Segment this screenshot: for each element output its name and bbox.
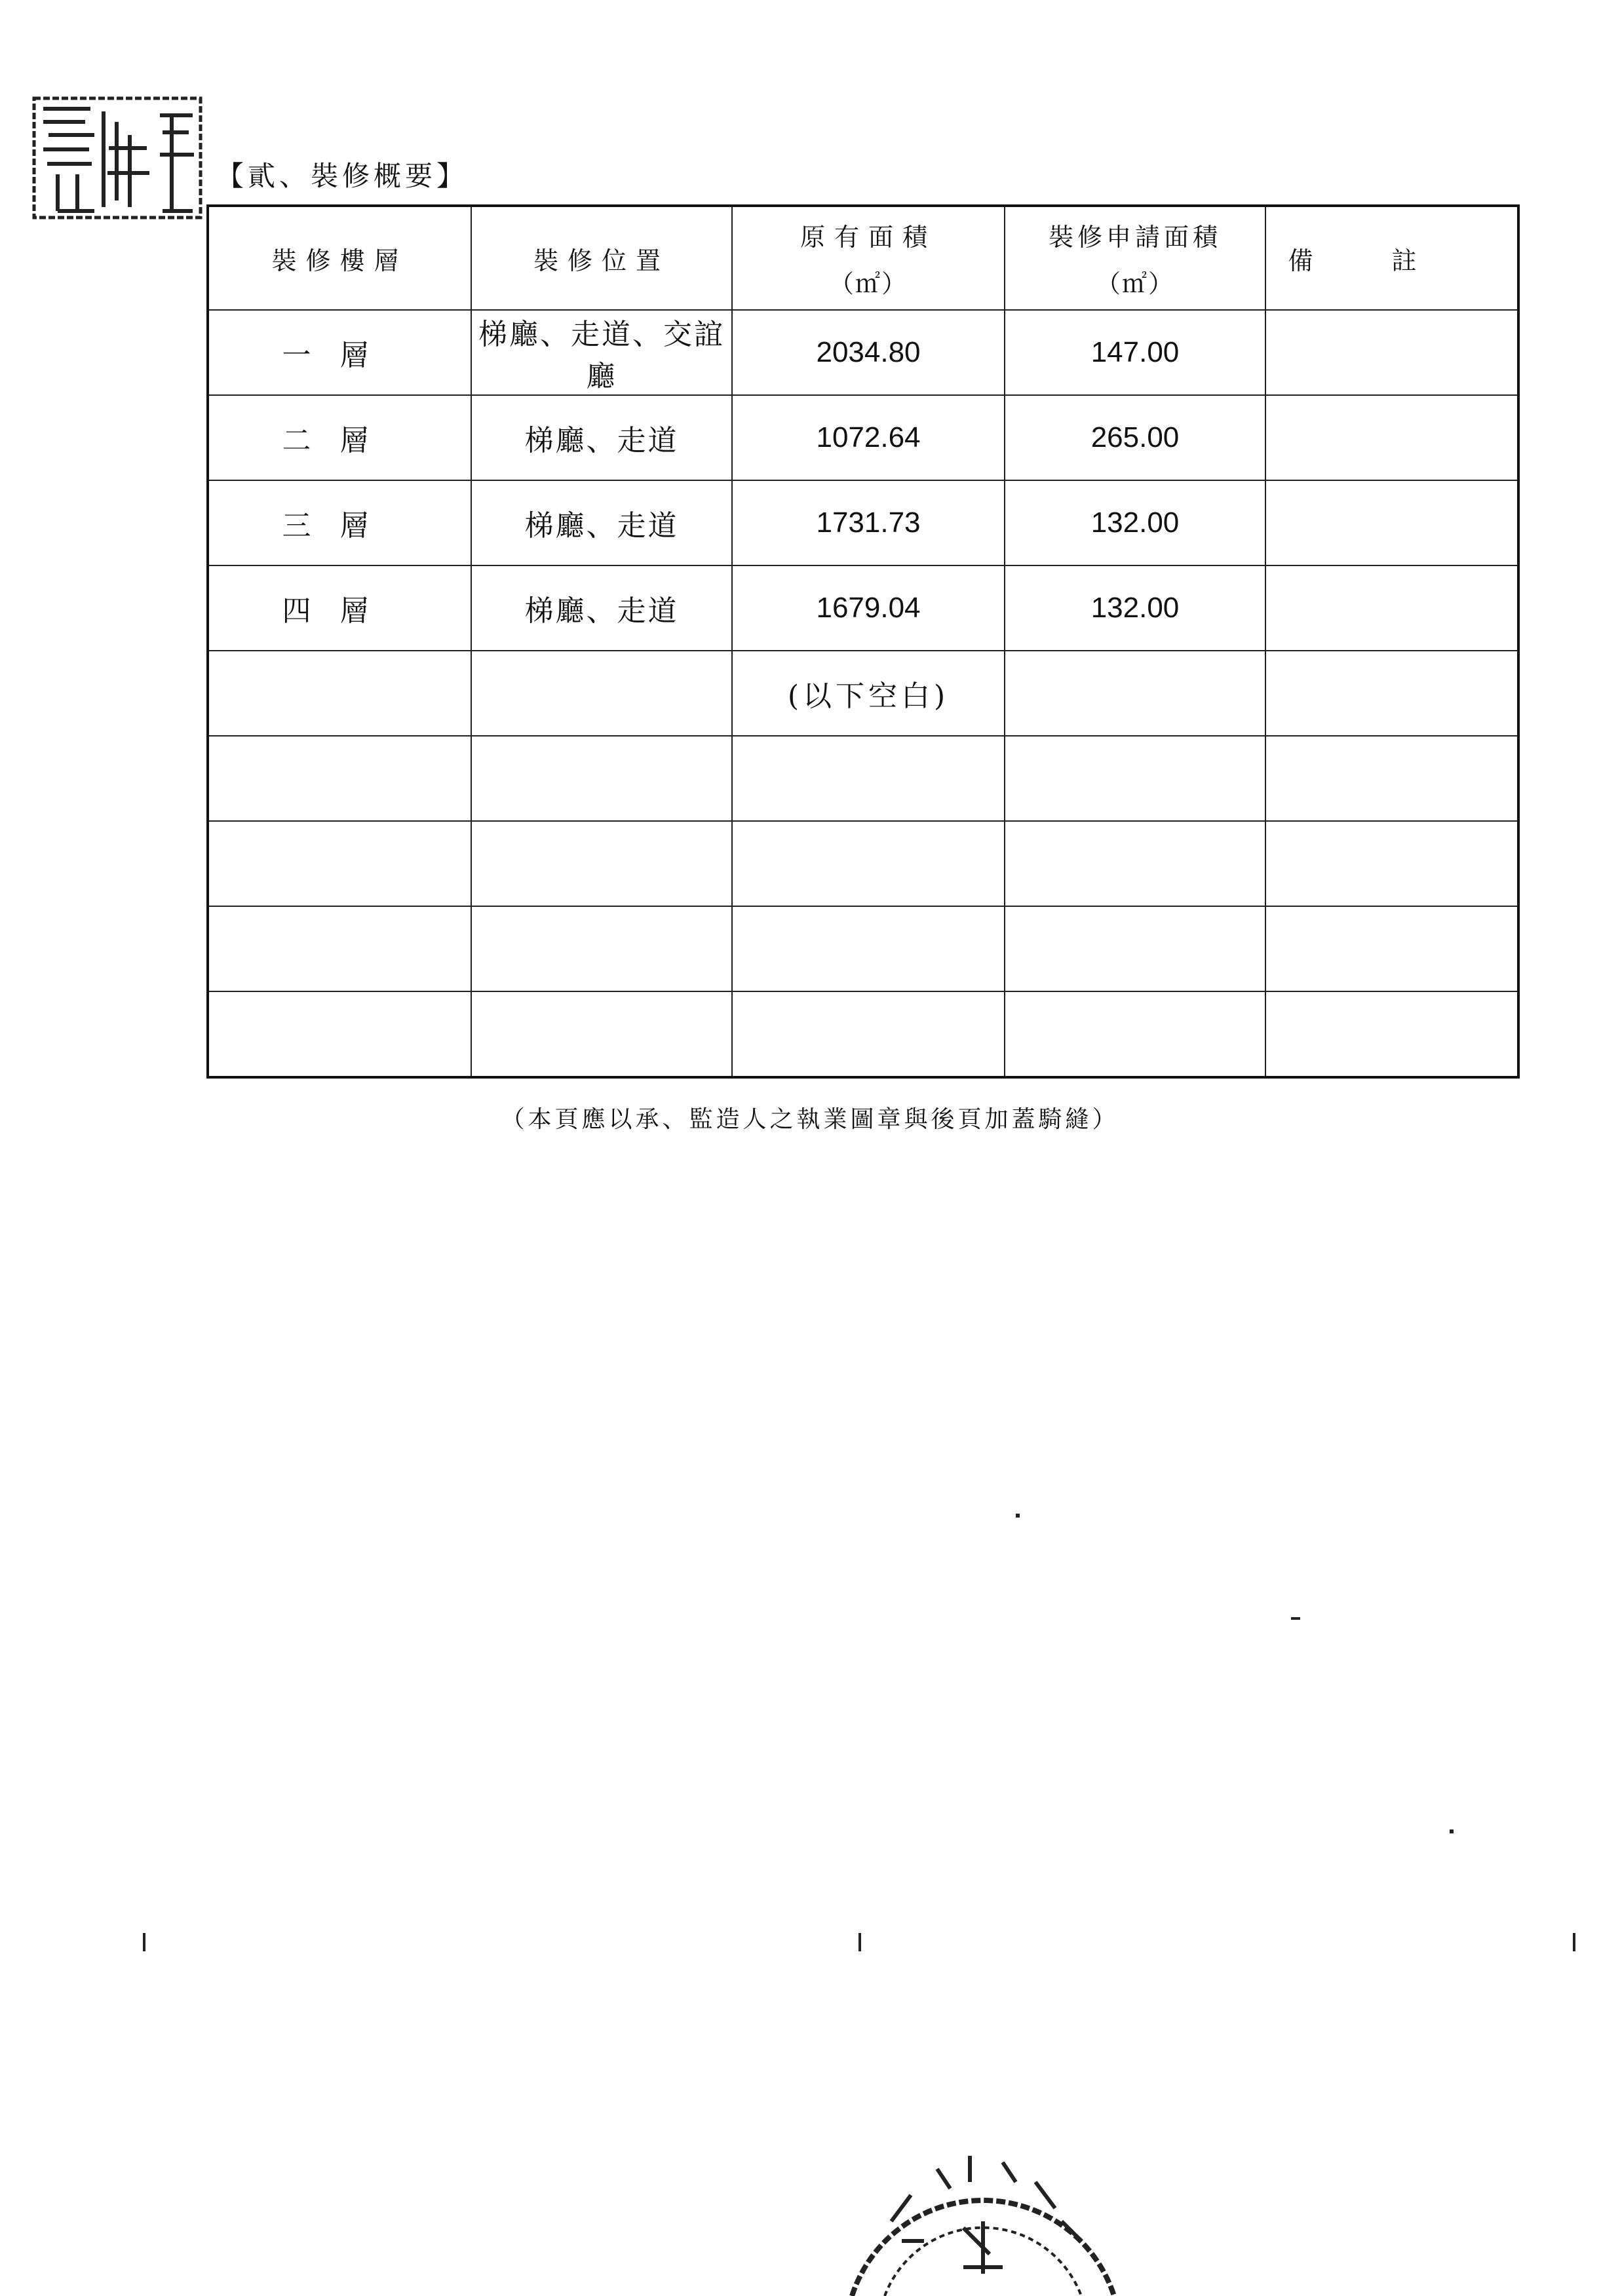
header-original-area xyxy=(732,206,1005,310)
floor-cell: 一層 xyxy=(208,310,471,395)
applied-area-cell: 265.00 xyxy=(1005,395,1265,480)
header-floor: 裝修樓層 xyxy=(208,206,471,310)
table-row xyxy=(208,395,1518,480)
table-row-blank-note xyxy=(208,651,1518,736)
table-row-empty xyxy=(208,991,1518,1077)
seal-instruction-note: （本頁應以承、監造人之執業圖章與後頁加蓋騎縫） xyxy=(501,1106,1119,1133)
header-applied-area-label: 裝修申請面積 xyxy=(1048,223,1222,252)
table-header-row xyxy=(208,206,1518,310)
floor-cell: 二層 xyxy=(208,395,471,480)
location-cell: 梯廳、走道、交誼廳 xyxy=(471,310,732,395)
remarks-cell xyxy=(1265,310,1518,395)
scan-speck xyxy=(1450,1829,1454,1833)
company-seal-stamp xyxy=(839,2110,1127,2296)
table-row xyxy=(208,310,1518,395)
remarks-cell xyxy=(1265,565,1518,651)
original-area-cell: 1072.64 xyxy=(732,395,1005,480)
header-applied-area xyxy=(1005,206,1265,310)
header-location: 裝修位置 xyxy=(471,206,732,310)
header-original-area-label: 原有面積 xyxy=(800,223,936,252)
applied-area-cell: 132.00 xyxy=(1005,480,1265,565)
location-cell: 梯廳、走道 xyxy=(471,565,732,651)
location-cell: 梯廳、走道 xyxy=(471,480,732,565)
scan-speck xyxy=(1573,1933,1575,1951)
header-remarks: 備註 xyxy=(1265,206,1518,310)
table-row-empty xyxy=(208,906,1518,991)
original-area-cell: 1731.73 xyxy=(732,480,1005,565)
renovation-summary-table xyxy=(206,204,1520,1079)
original-area-cell: 1679.04 xyxy=(732,565,1005,651)
table-row-empty xyxy=(208,821,1518,906)
scan-speck xyxy=(1291,1617,1300,1620)
empty-cell xyxy=(208,651,471,736)
header-original-area-unit: （㎡） xyxy=(828,269,908,298)
applied-area-cell: 132.00 xyxy=(1005,565,1265,651)
floor-cell: 三層 xyxy=(208,480,471,565)
scan-speck xyxy=(143,1933,145,1951)
professional-seal-stamp xyxy=(31,96,203,220)
location-cell: 梯廳、走道 xyxy=(471,395,732,480)
table-row xyxy=(208,565,1518,651)
floor-cell: 四層 xyxy=(208,565,471,651)
original-area-cell: 2034.80 xyxy=(732,310,1005,395)
table-row xyxy=(208,480,1518,565)
empty-cell xyxy=(1265,651,1518,736)
empty-cell xyxy=(471,651,732,736)
remarks-cell xyxy=(1265,395,1518,480)
section-title: 【貳、裝修概要】 xyxy=(216,160,469,192)
table-row-empty xyxy=(208,736,1518,821)
scan-speck xyxy=(858,1933,861,1951)
blank-below-note: (以下空白) xyxy=(732,651,1005,736)
empty-cell xyxy=(1005,651,1265,736)
applied-area-cell: 147.00 xyxy=(1005,310,1265,395)
scan-speck xyxy=(1016,1514,1020,1518)
remarks-cell xyxy=(1265,480,1518,565)
header-applied-area-unit: （㎡） xyxy=(1095,269,1174,298)
